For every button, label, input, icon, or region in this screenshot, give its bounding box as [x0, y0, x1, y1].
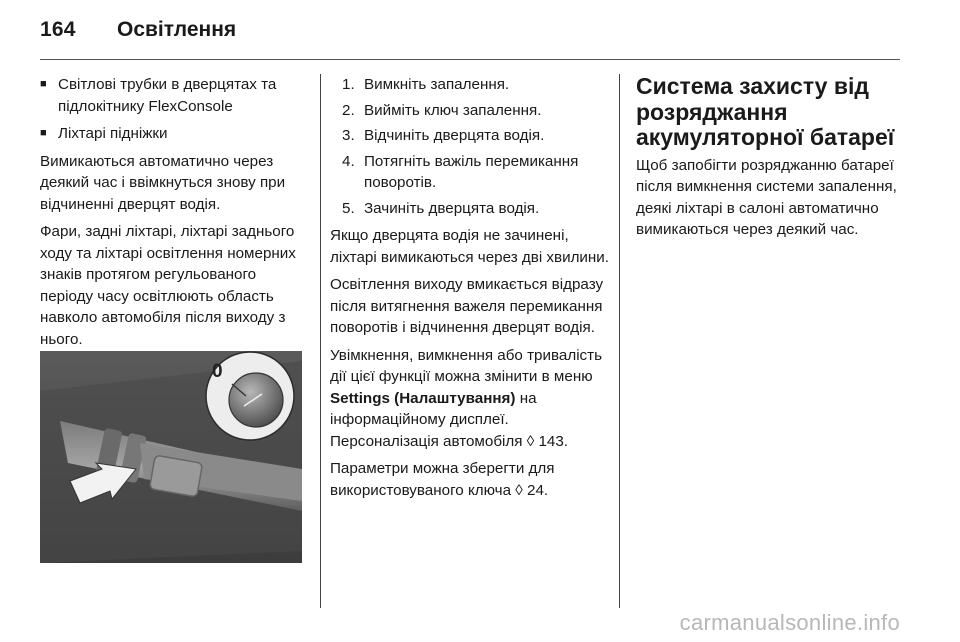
settings-menu-name: Settings (Налаштування) [330, 389, 516, 407]
page-reference: 143. [538, 432, 569, 450]
list-item: 2. Вийміть ключ запалення. [342, 101, 542, 119]
section-heading: Система захисту від розряджання акумуляторної батареї [636, 73, 895, 150]
list-item: 4. Потягніть важіль перемикання поворотів. [342, 152, 579, 191]
page-number: 164 [40, 18, 76, 41]
header-divider [40, 59, 900, 60]
bullet-item: ■ Ліхтарі підніжки [40, 123, 308, 145]
paragraph: Фари, задні ліхтарі, ліхтарі заднього ходу та ліхтарі освітлення номерних знаків протягом регульованого періоду часу освітлюють область навколо автомобіля після виходу з нього. [40, 223, 296, 348]
column-divider [619, 74, 620, 608]
figure-position-label: 0 [212, 361, 223, 382]
left-column [40, 74, 308, 382]
list-item: 1. Вимкніть запалення. [342, 76, 510, 93]
paragraph: Якщо дверцята водія не зачинені, ліхтарі вимикаються через дві хвилини. [330, 227, 610, 266]
paragraph: Вимикаються автоматично через деякий час і ввімкнуться знову при відчиненні дверцят водія. [40, 152, 286, 213]
column-divider [320, 74, 321, 608]
paragraph: Щоб запобігти розряджанню батареї після вимкнення системи запалення, деякі ліхтарі в салоні автоматично вимикаються через деякий час. [636, 156, 897, 238]
middle-column [330, 74, 610, 507]
paragraph: Освітлення виходу вмикається відразу після витягнення важеля перемикання поворотів і відчинення дверцят водія. [330, 276, 604, 336]
right-column [636, 74, 898, 247]
bullet-item: ■ Світлові трубки в дверцятах та підлокітнику FlexConsole [40, 74, 308, 117]
reference-icon: ◊ [515, 481, 523, 499]
list-item: 5. Зачиніть дверцята водія. [342, 199, 540, 217]
reference-icon: ◊ [526, 432, 535, 450]
page-title: Освітлення [117, 18, 237, 41]
watermark: carmanualsonline.info [679, 610, 900, 635]
steps-list [330, 74, 610, 219]
page-header [0, 0, 960, 60]
paragraph: Увімкнення, вимкнення або тривалість дії цієї функції можна змінити в меню Settings (Налаштування) на інформаційному дисплеї. Персоналізація автомобіля ◊ 143. [330, 346, 603, 450]
turn-signal-lever-illustration [40, 351, 302, 563]
list-item: 3. Відчиніть дверцята водія. [342, 127, 545, 144]
paragraph: Параметри можна зберегти для використовуваного ключа ◊ 24. [330, 460, 555, 499]
page-reference: 24. [527, 481, 549, 499]
